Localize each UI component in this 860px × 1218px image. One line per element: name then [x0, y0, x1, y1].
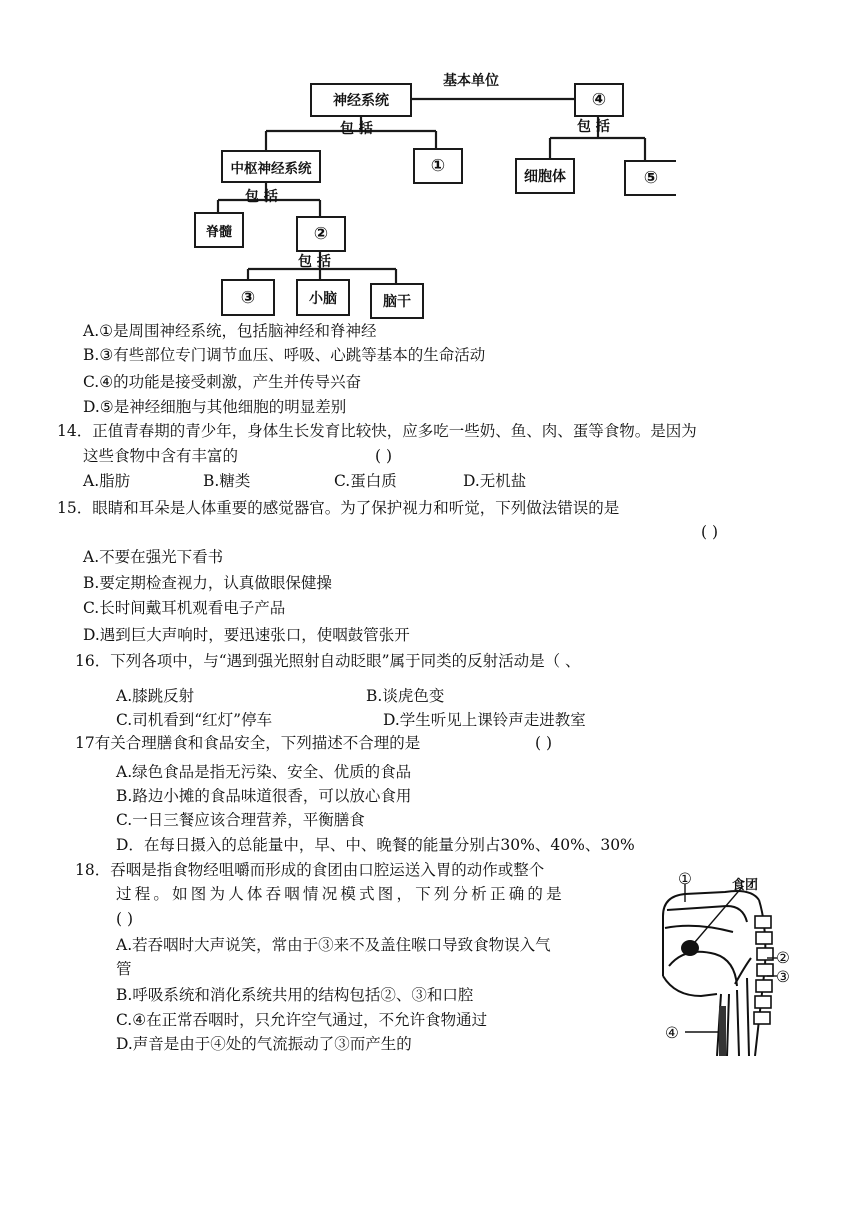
figure-label-1: ① [678, 870, 692, 888]
q18-option-a-line1: A.若吞咽时大声说笑，常由于③来不及盖住喉口导致食物误入气 [116, 936, 551, 954]
q17-option-a: A.绿色食品是指无污染、安全、优质的食品 [116, 763, 412, 781]
q14-answer-bracket[interactable]: ( ) [375, 447, 393, 465]
q15-option-d: D.遇到巨大声响时，要迅速张口，使咽鼓管张开 [83, 626, 410, 644]
figure-label-food-ball: 食团 [732, 878, 759, 893]
q13-option-d: D.⑤是神经细胞与其他细胞的明显差别 [83, 398, 347, 416]
q14-stem-line2: 这些食物中含有丰富的 [83, 447, 239, 465]
q16-option-d: D.学生听见上课铃声走进教室 [383, 711, 586, 729]
q15-stem: 15．眼睛和耳朵是人体重要的感觉器官。为了保护视力和听觉，下列做法错误的是 [57, 499, 620, 517]
q14-option-d: D.无机盐 [463, 472, 527, 490]
q14-option-c: C.蛋白质 [334, 472, 397, 490]
q17-option-b: B.路边小摊的食品味道很香，可以放心食用 [116, 787, 412, 805]
q18-stem-line1: 18．吞咽是指食物经咀嚼而形成的食团由口腔运送入胃的动作或整个 [75, 861, 545, 879]
q16-option-a: A.膝跳反射 [116, 687, 195, 705]
q15-answer-bracket[interactable]: ( ) [701, 523, 719, 541]
q18-answer-bracket[interactable]: ( ) [116, 910, 134, 928]
figure-label-2: ② [776, 949, 790, 967]
q17-option-c: C.一日三餐应该合理营养，平衡膳食 [116, 811, 365, 829]
q18-option-a-line2: 管 [116, 960, 132, 978]
include-label-1: 包 括 [340, 121, 373, 137]
include-label-2: 包 括 [577, 119, 610, 135]
q15-option-a: A.不要在强光下看书 [83, 548, 224, 566]
q14-stem-line1: 14．正值青春期的青少年，身体生长发育比较快，应多吃一些奶、鱼、肉、蛋等食物。是因为 [57, 422, 697, 440]
box-3: ③ [221, 279, 275, 316]
box-nervous-system: 神经系统 [310, 83, 412, 117]
q14-option-b: B.糖类 [203, 472, 251, 490]
q18-option-c: C.④在正常吞咽时，只允许空气通过，不允许食物通过 [116, 1011, 488, 1029]
q14-option-a: A.脂肪 [83, 472, 131, 490]
box-5: ⑤ [624, 160, 676, 196]
include-label-3: 包 括 [245, 189, 278, 205]
box-2: ② [296, 216, 346, 252]
q16-stem: 16．下列各项中，与“遇到强光照射自动眨眼”属于同类的反射活动是（ 、 [75, 652, 581, 670]
q15-option-b: B.要定期检查视力，认真做眼保健操 [83, 574, 332, 592]
box-cell-body: 细胞体 [515, 158, 575, 194]
box-cerebellum: 小脑 [296, 279, 350, 316]
q17-answer-bracket[interactable]: ( ) [535, 734, 553, 752]
q17-option-d: D．在每日摄入的总能量中，早、中、晚餐的能量分别占30%、40%、30% [116, 836, 635, 854]
q18-stem-line2: 过程。如图为人体吞咽情况模式图，下列分析正确的是 [116, 885, 565, 903]
q16-option-b: B.谈虎色变 [366, 687, 445, 705]
box-spinal-cord: 脊髓 [194, 212, 244, 248]
q18-option-d: D.声音是由于④处的气流振动了③而产生的 [116, 1035, 412, 1053]
figure-label-3: ③ [776, 968, 790, 986]
q16-option-c: C.司机看到“红灯”停车 [116, 711, 273, 729]
box-brainstem: 脑干 [370, 283, 424, 319]
include-label-4: 包 括 [298, 254, 331, 270]
q18-option-b: B.呼吸系统和消化系统共用的结构包括②、③和口腔 [116, 986, 474, 1004]
q17-stem: 17有关合理膳食和食品安全，下列描述不合理的是 [75, 734, 421, 752]
q13-option-c: C.④的功能是接受刺激，产生并传导兴奋 [83, 373, 362, 391]
basic-unit-label: 基本单位 [443, 73, 499, 89]
q13-option-b: B.③有些部位专门调节血压、呼吸、心跳等基本的生命活动 [83, 346, 486, 364]
box-central-nervous-system: 中枢神经系统 [221, 150, 321, 183]
box-1: ① [413, 148, 463, 184]
q13-option-a: A.①是周围神经系统，包括脑神经和脊神经 [83, 322, 377, 340]
box-4: ④ [574, 83, 624, 117]
q15-option-c: C.长时间戴耳机观看电子产品 [83, 599, 286, 617]
figure-label-4: ④ [665, 1024, 679, 1042]
